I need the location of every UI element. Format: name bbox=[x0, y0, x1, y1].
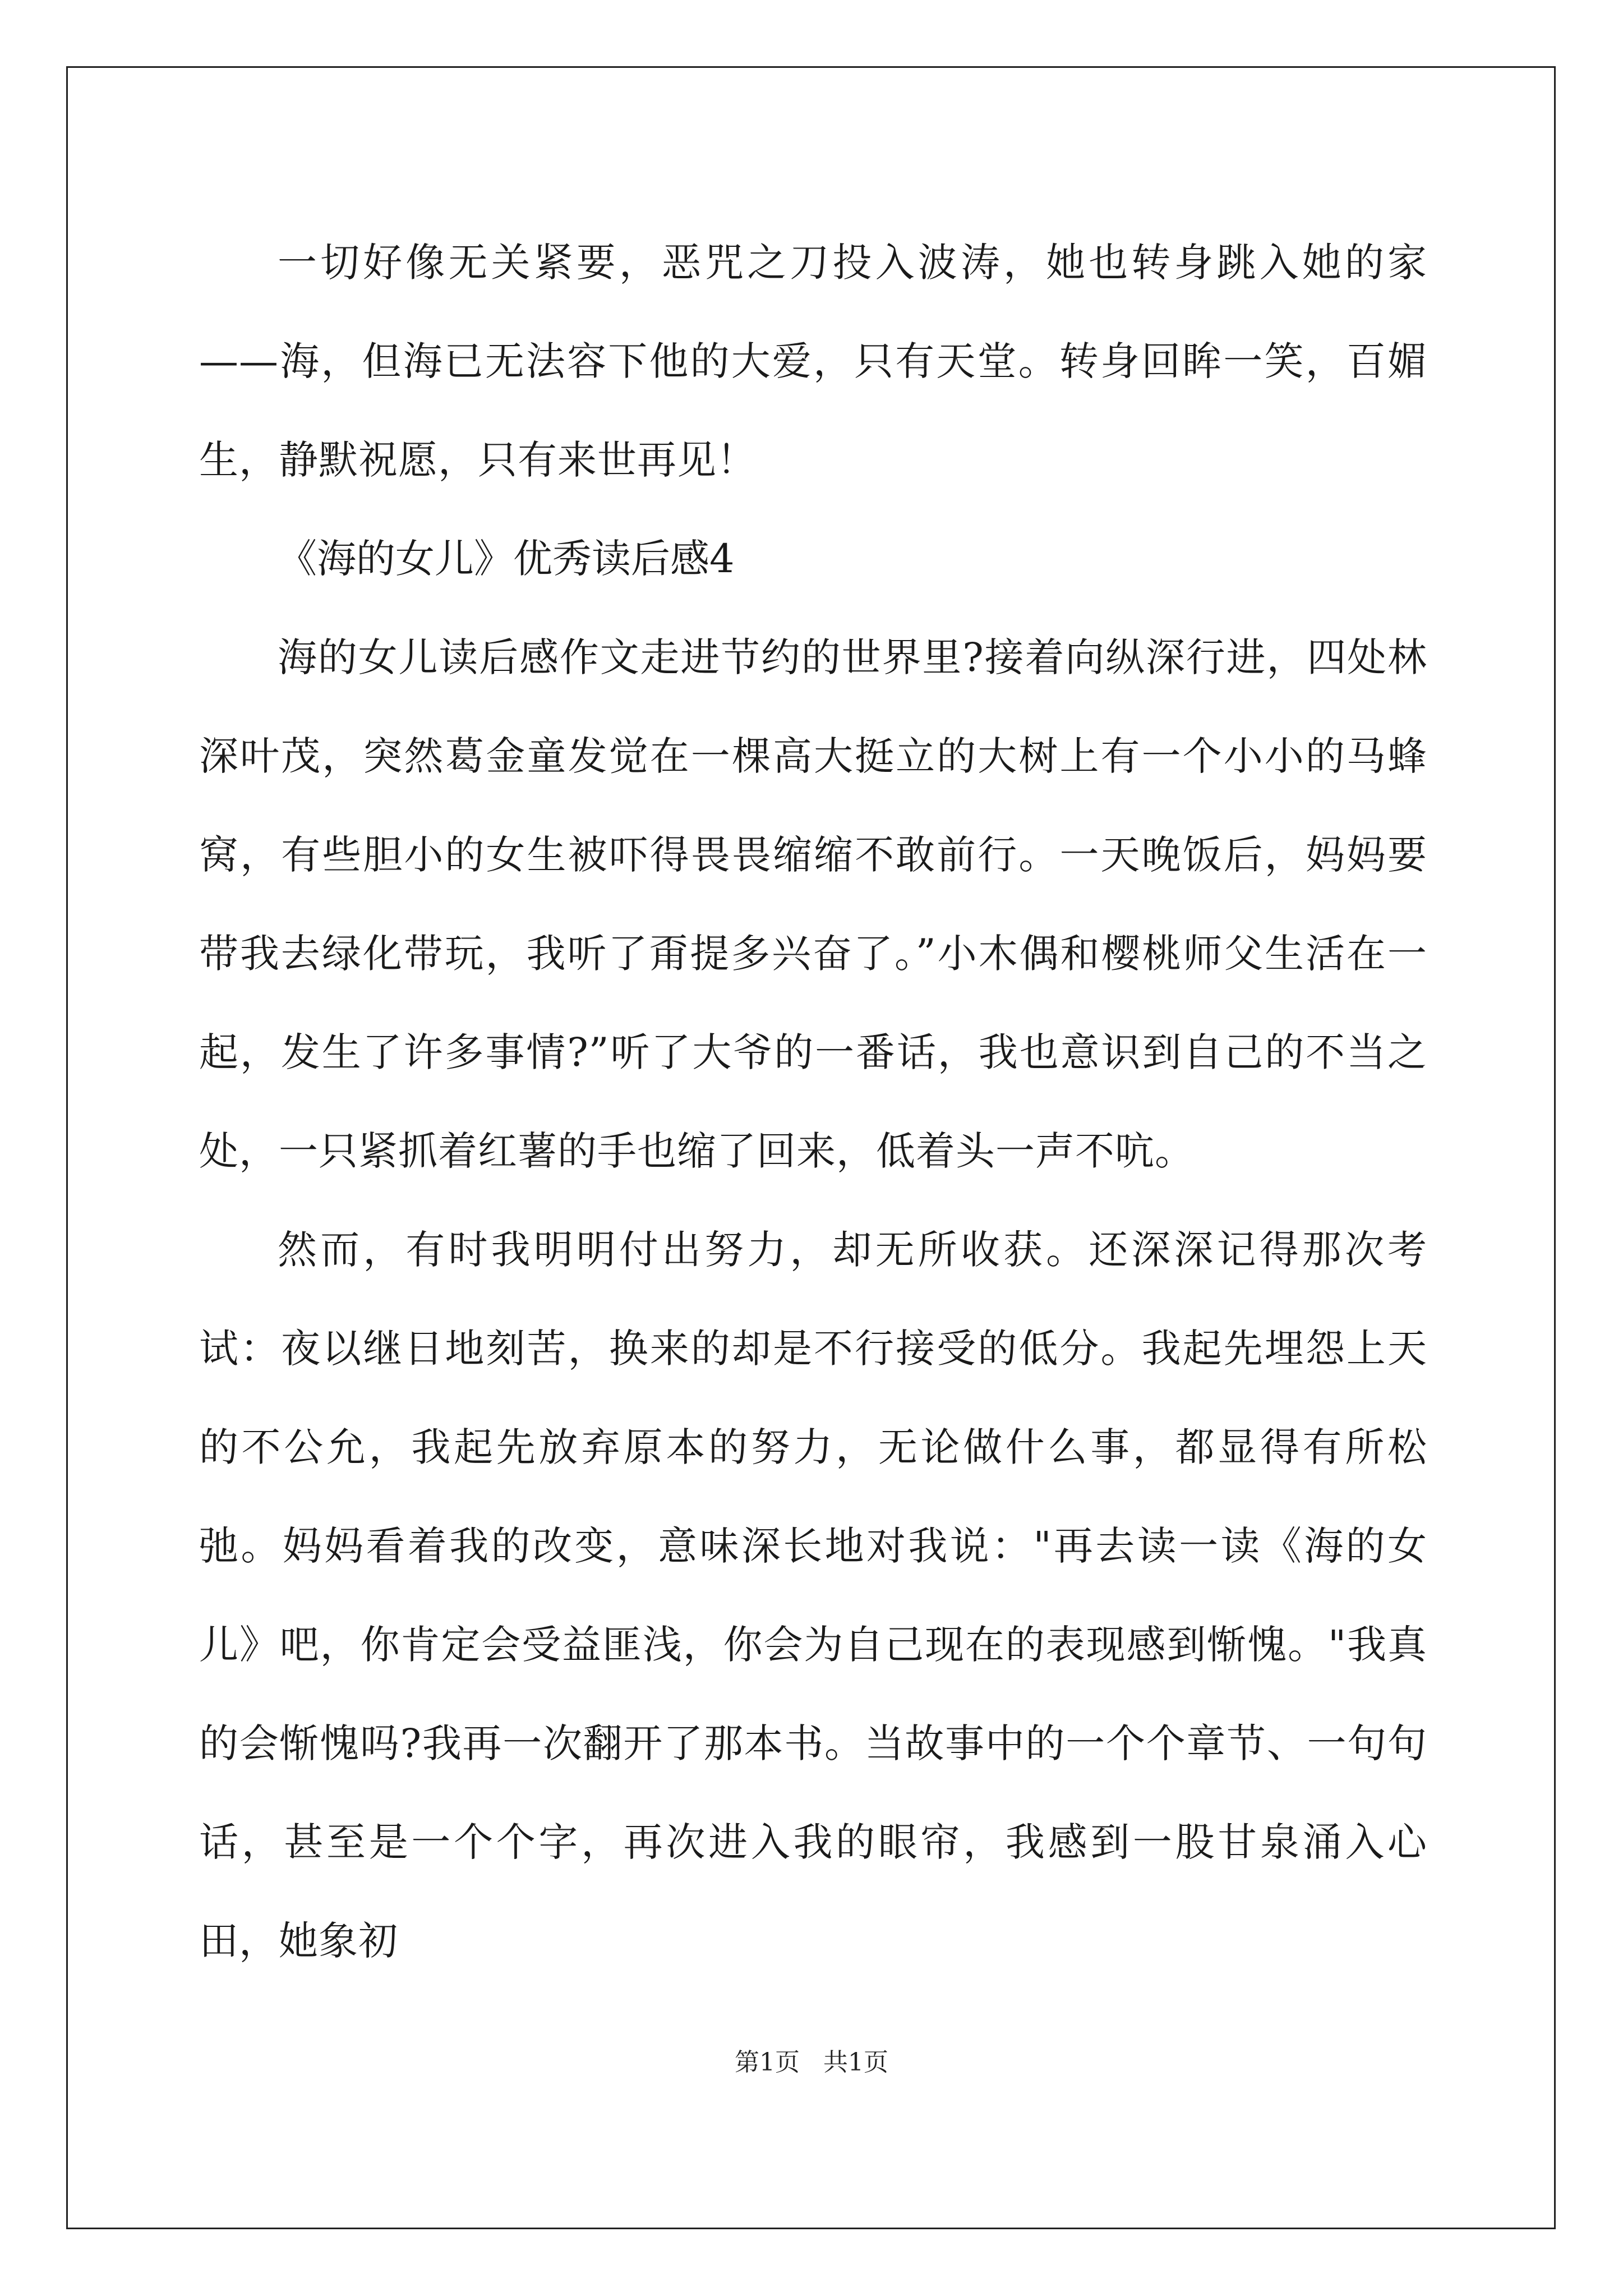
page-footer: 第1页 共1页 bbox=[735, 2048, 888, 2077]
paragraph-1: 一切好像无关紧要，恶咒之刀投入波涛，她也转身跳入她的家——海，但海已无法容下他的大爱，只有天堂。转身回眸一笑，百媚生，静默祝愿，只有来世再见！ bbox=[199, 240, 1427, 483]
paragraph-3: 然而，有时我明明付出努力，却无所收获。还深深记得那次考试：夜以继日地刻苦，换来的却是不行接受的低分。我起先埋怨上天的不公允，我起先放弃原本的努力，无论做什么事，都显得有所松弛。妈妈看着我的改变，意味深长地对我说："再去读一读《海的女儿》吧，你肯定会受益匪浅，你会为自己现在的表现感到惭愧。"我真的会惭愧吗?我再一次翻开了那本书。当故事中的一个个章节、一句句话，甚至是一个个字，再次进入我的眼帘，我感到一股甘泉涌入心田，她象初 bbox=[199, 1227, 1427, 1964]
paragraph-2: 海的女儿读后感作文走进节约的世界里?接着向纵深行进，四处林深叶茂，突然葛金童发觉在一棵高大挺立的大树上有一个小小的马蜂窝，有些胆小的女生被吓得畏畏缩缩不敢前行。一天晚饭后，妈妈要带我去绿化带玩，我听了甭提多兴奋了。”小木偶和樱桃师父生活在一起，发生了许多事情?”听了大爷的一番话，我也意识到自己的不当之处，一只紧抓着红薯的手也缩了回来，低着头一声不吭。 bbox=[199, 634, 1427, 1174]
section-heading: 《海的女儿》优秀读后感4 bbox=[278, 536, 735, 582]
document-body bbox=[199, 213, 1427, 1990]
